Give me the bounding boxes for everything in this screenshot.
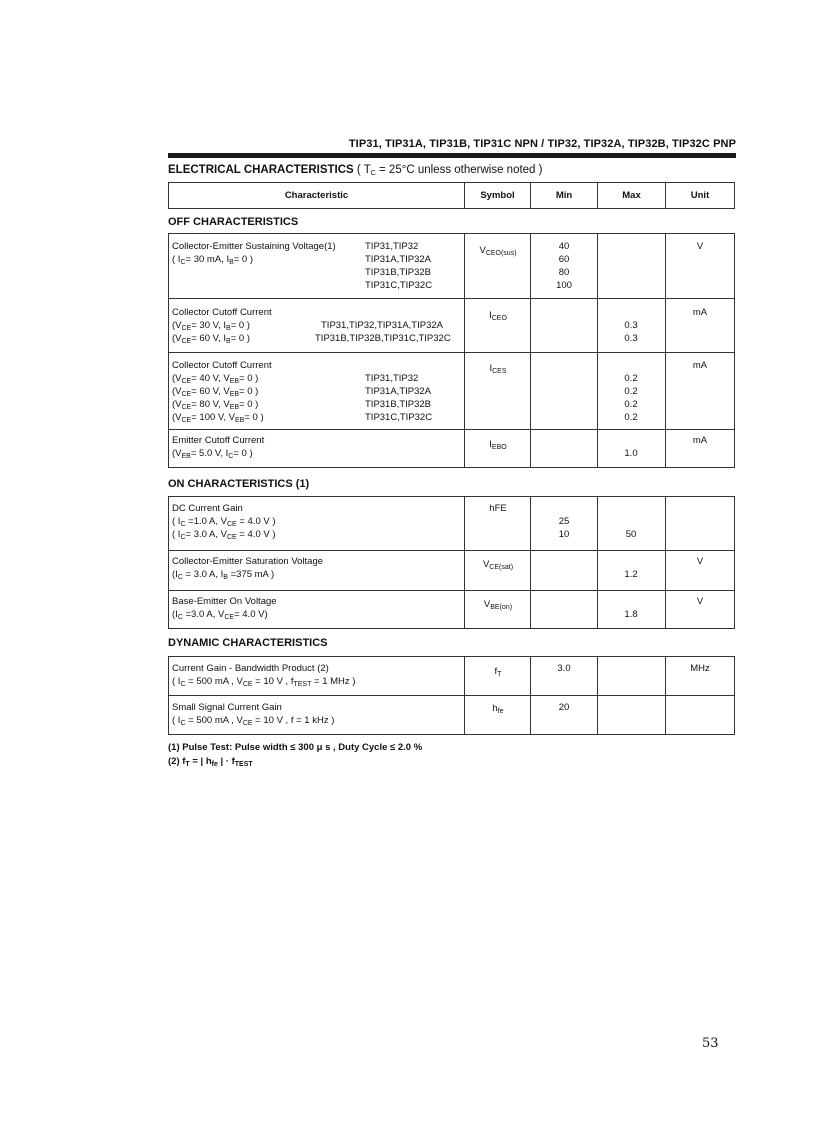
col-unit: Unit xyxy=(690,190,710,201)
vbeon-name: Base-Emitter On Voltage xyxy=(172,596,277,607)
iceo-name: Collector Cutoff Current xyxy=(172,307,272,318)
ft-min: 3.0 xyxy=(557,663,571,674)
vceo-device: TIP31A,TIP32A xyxy=(365,254,432,265)
title-cond-prefix: ( T xyxy=(356,164,371,176)
off-characteristics-heading: OFF CHARACTERISTICS xyxy=(168,216,299,228)
iceo-max: 0.3 xyxy=(624,320,638,331)
off-characteristics-table xyxy=(168,233,735,468)
iebo-name: Emitter Cutoff Current xyxy=(172,435,265,446)
ices-device: TIP31C,TIP32C xyxy=(365,412,433,423)
vceo-device: TIP31B,TIP32B xyxy=(365,267,432,278)
col-symbol: Symbol xyxy=(480,190,515,201)
vcesat-max: 1.2 xyxy=(624,569,638,580)
iebo-condition: ($V_{EB}= 5.0$ V, $I_C= 0$ ) xyxy=(172,448,253,460)
ices-max: 0.2 xyxy=(624,386,638,397)
vbeon-max: 1.8 xyxy=(624,609,638,620)
iceo-condition: ($V_{CE}= 60$ V, $I_B= 0$ ) xyxy=(172,333,250,345)
vcesat-unit: V xyxy=(696,556,704,567)
hfe-small-min: 20 xyxy=(558,702,570,713)
ft-symbol: $f_T$ xyxy=(494,666,502,678)
iceo-condition: ($V_{CE}= 30$ V, $I_B= 0$ ) xyxy=(172,320,250,332)
vceo-min: 60 xyxy=(558,254,570,265)
ft-unit: MHz xyxy=(690,663,710,674)
part-number-header: TIP31, TIP31A, TIP31B, TIP31C NPN / TIP32, TIP32A, TIP32B, TIP32C PNP xyxy=(348,138,736,150)
vceo-min: 80 xyxy=(558,267,570,278)
hfe-max: 50 xyxy=(625,529,637,540)
ices-condition: ($V_{CE}= 80$ V, $V_{EB}= 0$ ) xyxy=(172,399,259,411)
ices-unit: mA xyxy=(692,360,708,371)
ices-condition: ($V_{CE}= 60$ V, $V_{EB}= 0$ ) xyxy=(172,386,259,398)
ices-device: TIP31A,TIP32A xyxy=(365,386,432,397)
iceo-device: TIP31,TIP32,TIP31A,TIP32A xyxy=(321,320,443,331)
hfe-small-symbol: $h_{fe}$ xyxy=(492,703,504,715)
col-characteristic: Characteristic xyxy=(284,190,349,201)
ices-condition: ($V_{CE}= 40$ V, $V_{EB}= 0$ ) xyxy=(172,373,259,385)
iceo-unit: mA xyxy=(692,307,708,318)
header-rule xyxy=(168,153,736,158)
ices-device: TIP31,TIP32 xyxy=(365,373,419,384)
iebo-max: 1.0 xyxy=(624,448,638,459)
footnotes xyxy=(168,741,422,772)
vbeon-condition: ($I_C =3.0$ A, $V_{CE}= 4.0$ V) xyxy=(172,609,268,621)
vbeon-symbol: $V_{BE(on)}$ xyxy=(483,599,513,611)
vceo-min: 40 xyxy=(558,241,570,252)
ices-max: 0.2 xyxy=(624,399,638,410)
section-title xyxy=(168,164,542,177)
hfe-condition: ( $I_C= 3.0$ A, $V_{CE} = 4.0$ V ) xyxy=(172,529,276,541)
vcesat-condition: ($I_C = 3.0$ A, $I_B =375$ mA ) xyxy=(172,569,275,581)
ft-condition: ( $I_C = 500$ mA , $V_{CE} = 10$ V , $f_{TEST} = 1$ MHz ) xyxy=(172,676,356,688)
footnote-1: (1) Pulse Test: Pulse width ≤ 300 μ s , Duty Cycle ≤ 2.0 % xyxy=(168,742,423,753)
hfe-condition: ( $I_C =1.0$ A, $V_{CE} = 4.0$ V ) xyxy=(172,516,276,528)
hfe-symbol: hFE xyxy=(489,503,507,514)
title-main: ELECTRICAL CHARACTERISTICS xyxy=(168,164,354,176)
ices-max: 0.2 xyxy=(624,412,638,423)
dynamic-characteristics-table xyxy=(168,656,735,735)
vceo-condition: ( $I_C= 30$ mA, $I_B= 0$ ) xyxy=(172,254,254,266)
vceo-unit: V xyxy=(696,241,704,252)
title-cond-rest: = 25°C unless otherwise noted ) xyxy=(375,164,543,176)
col-min: Min xyxy=(555,190,573,201)
ices-name: Collector Cutoff Current xyxy=(172,360,272,371)
col-max: Max xyxy=(622,190,641,201)
vceo-name: Collector-Emitter Sustaining Voltage(1) xyxy=(172,241,336,252)
dynamic-characteristics-heading: DYNAMIC CHARACTERISTICS xyxy=(168,637,328,649)
vcesat-symbol: $V_{CE(sat)}$ xyxy=(482,559,514,571)
vcesat-name: Collector-Emitter Saturation Voltage xyxy=(172,556,324,567)
vceo-min: 100 xyxy=(556,280,572,291)
title-cond-sub: C xyxy=(370,170,376,177)
ices-max: 0.2 xyxy=(624,373,638,384)
hfe-min: 25 xyxy=(558,516,570,527)
hfe-min: 10 xyxy=(558,529,570,540)
vceo-symbol: $V_{CEO(sus)}$ xyxy=(479,245,517,257)
iceo-device: TIP31B,TIP32B,TIP31C,TIP32C xyxy=(315,333,451,344)
footnote-2: (2) $f_T$ = | $h_{fe}$ | · $f_{TEST}$ xyxy=(168,756,253,768)
iceo-symbol: $I_{CEO}$ xyxy=(489,310,507,322)
ices-device: TIP31B,TIP32B xyxy=(365,399,432,410)
on-characteristics-table xyxy=(168,496,735,629)
ices-symbol: $I_{CES}$ xyxy=(489,363,507,375)
ft-name: Current Gain - Bandwidth Product (2) xyxy=(172,663,329,674)
hfe-small-condition: ( $I_C = 500$ mA , $V_{CE} = 10$ V , f = 1 kHz ) xyxy=(172,715,335,727)
hfe-small-name: Small Signal Current Gain xyxy=(172,702,282,713)
vceo-device: TIP31,TIP32 xyxy=(365,241,419,252)
ices-condition: ($V_{CE}= 100$ V, $V_{EB}= 0$ ) xyxy=(172,412,264,424)
page-number: 53 xyxy=(702,1036,719,1051)
hfe-name: DC Current Gain xyxy=(172,503,243,514)
on-characteristics-heading: ON CHARACTERISTICS (1) xyxy=(168,478,310,490)
iebo-unit: mA xyxy=(692,435,708,446)
iebo-symbol: $I_{EBO}$ xyxy=(489,439,507,451)
column-header-row xyxy=(168,182,735,209)
iceo-max: 0.3 xyxy=(624,333,638,344)
vbeon-unit: V xyxy=(696,596,704,607)
vceo-device: TIP31C,TIP32C xyxy=(365,280,433,291)
